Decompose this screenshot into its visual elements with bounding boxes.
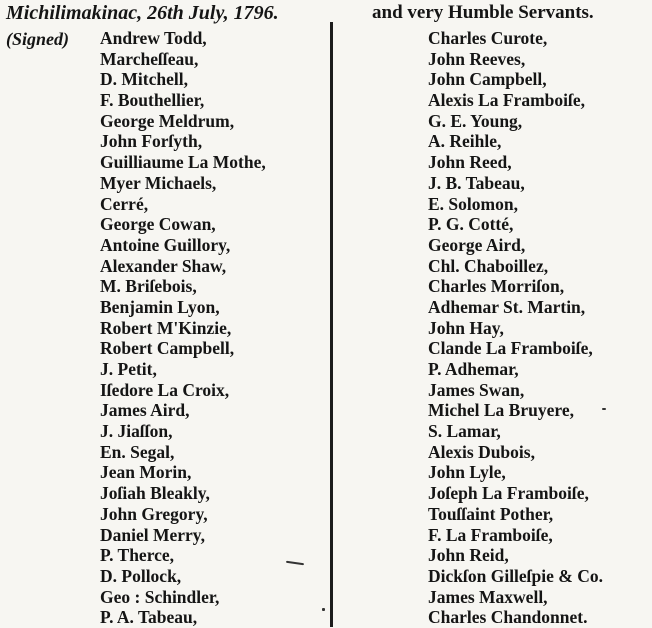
- signatory-name: Jean Morin,: [100, 462, 192, 483]
- signatory-name: Touſſaint Pother,: [428, 503, 554, 524]
- signatory-name: Robert M'Kinzie,: [100, 317, 232, 338]
- signatory-name: James Aird,: [100, 400, 190, 421]
- signatory-name: Alexander Shaw,: [100, 255, 227, 276]
- signatory-name: G. E. Young,: [428, 110, 523, 131]
- signatory-name: F. La Framboiſe,: [428, 524, 553, 545]
- signatory-name: Andrew Todd,: [100, 28, 207, 48]
- signatory-name: Benjamin Lyon,: [100, 296, 220, 317]
- signatory-name: Iſedore La Croix,: [100, 379, 230, 400]
- signatory-name: Adhemar St. Martin,: [428, 296, 586, 317]
- signatory-name: P. G. Cotté,: [428, 214, 514, 235]
- signatory-name: George Meldrum,: [100, 110, 235, 131]
- signatory-name: Geo : Schindler,: [100, 586, 220, 607]
- closing-line: and very Humble Servants.: [372, 2, 594, 23]
- signatory-name: George Aird,: [428, 234, 526, 255]
- signatory-name: E. Solomon,: [428, 193, 518, 214]
- signatory-name: D. Mitchell,: [100, 69, 188, 90]
- ink-smudge: [286, 561, 304, 565]
- signatory-name: Charles Morriſon,: [428, 276, 565, 297]
- signatory-name: D. Pollock,: [100, 565, 182, 586]
- signatory-name: Myer Michaels,: [100, 172, 217, 193]
- signatory-name: John Reid,: [428, 545, 509, 566]
- ink-smudge: [322, 608, 325, 611]
- signatory-name: Joſiah Bleakly,: [100, 483, 210, 504]
- signatory-name: Dickſon Gilleſpie & Co.: [428, 565, 603, 586]
- signatory-name: J. Petit,: [100, 359, 157, 379]
- signatory-name: Robert Campbell,: [100, 338, 235, 359]
- signatory-name: Marcheſſeau,: [100, 48, 199, 69]
- signatory-name: Joſeph La Framboiſe,: [428, 483, 589, 504]
- dateline: Michilimakinac, 26th July, 1796.: [6, 2, 279, 24]
- signatory-name: Charles Chandonnet.: [428, 607, 588, 628]
- signatory-name: J. B. Tabeau,: [428, 172, 525, 193]
- signatory-name: P. Adhemar,: [428, 359, 519, 379]
- signatory-name: John Reeves,: [428, 48, 526, 69]
- signatory-name: Alexis La Framboiſe,: [428, 90, 585, 111]
- signatory-name: Daniel Merry,: [100, 524, 205, 545]
- signatory-name: Antoine Guillory,: [100, 234, 231, 255]
- signatory-name: Charles Curote,: [428, 28, 548, 48]
- signed-label: (Signed): [6, 29, 69, 49]
- signatory-name: M. Briſebois,: [100, 276, 197, 297]
- signatory-name: Chl. Chaboillez,: [428, 255, 549, 276]
- signatory-name: Clande La Framboiſe,: [428, 338, 593, 359]
- column-divider: [330, 22, 333, 627]
- signatory-name: P. A. Tabeau,: [100, 607, 198, 628]
- signatory-name: F. Bouthellier,: [100, 90, 205, 111]
- signatory-name: Cerré,: [100, 193, 149, 214]
- signatory-name: John Forſyth,: [100, 131, 203, 152]
- signatory-name: J. Jiaſſon,: [100, 421, 173, 442]
- signatory-name: George Cowan,: [100, 214, 216, 235]
- signatory-name: Michel La Bruyere,: [428, 400, 574, 421]
- signatory-name: James Maxwell,: [428, 586, 548, 607]
- signatory-name: P. Therce,: [100, 545, 175, 566]
- left-signatory-list: [100, 28, 266, 628]
- right-signatory-list: [428, 28, 603, 628]
- signatory-name: John Campbell,: [428, 69, 547, 90]
- signatory-name: Guilliaume La Mothe,: [100, 152, 266, 173]
- signatory-name: S. Lamar,: [428, 421, 501, 442]
- signatory-name: A. Reihle,: [428, 131, 502, 152]
- signatory-name: Alexis Dubois,: [428, 441, 535, 462]
- signatory-name: John Lyle,: [428, 462, 506, 483]
- signatory-name: John Reed,: [428, 152, 512, 173]
- ink-smudge: [602, 408, 606, 410]
- signatory-name: John Hay,: [428, 317, 504, 338]
- signatory-name: En. Segal,: [100, 441, 175, 462]
- signatory-name: James Swan,: [428, 379, 525, 400]
- signatory-name: John Gregory,: [100, 503, 208, 524]
